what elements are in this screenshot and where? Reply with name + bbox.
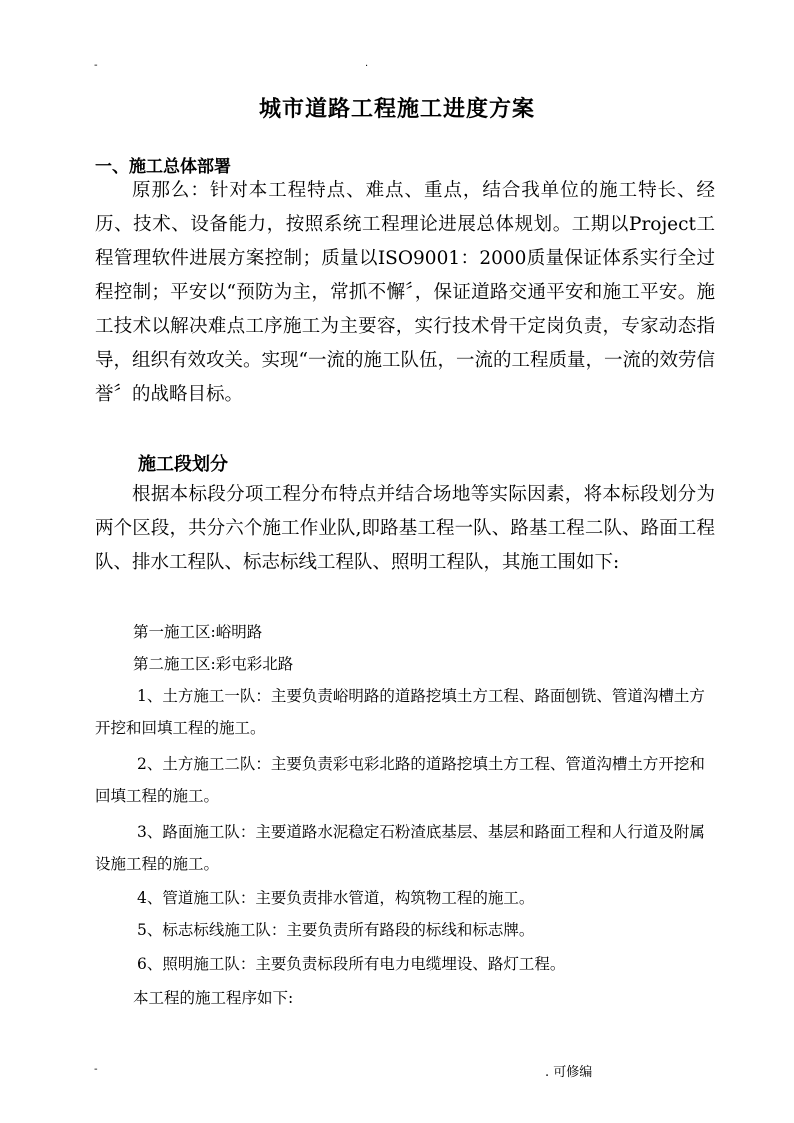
section-heading-segment-division: 施工段划分 [138,454,228,475]
team-item-2: 2、土方施工二队：主要负责彩屯彩北路的道路挖填土方工程、管道沟槽土方开挖和回填工程的施工。 [95,755,705,805]
section-heading-overall-deployment: 一、施工总体部署 [95,157,231,177]
paragraph-segment-division: 根据本标段分项工程分布特点并结合场地等实际因素，将本标段划分为两个区段，共分六个施工作业队,即路基工程一队、路基工程二队、路面工程队、排水工程队、标志标线工程队、照明工程队，其施工围如下: [95,484,715,573]
team-item-6: 6、照明施工队：主要负责标段所有电力电缆埋设、路灯工程。 [137,955,566,973]
footer-mark-left: - [94,1064,98,1075]
closing-line: 本工程的施工程序如下: [133,989,294,1007]
header-mark-center: . [365,58,369,69]
document-title: 城市道路工程施工进度方案 [258,96,535,122]
team-item-1: 1、土方施工一队：主要负责峪明路的道路挖填土方工程、路面刨铣、管道沟槽土方开挖和回填工程的施工。 [95,687,705,737]
team-item-4: 4、管道施工队：主要负责排水管道，构筑物工程的施工。 [137,889,535,907]
team-item-3: 3、路面施工队：主要道路水泥稳定石粉渣底基层、基层和路面工程和人行道及附属设施工程的施工。 [95,823,705,873]
header-mark-left: - [94,60,98,71]
footer-editable-note: . 可修编 [545,1065,593,1080]
zone-item-2: 第二施工区:彩屯彩北路 [133,655,294,673]
paragraph-principles: 原那么：针对本工程特点、难点、重点，结合我单位的施工特长、经历、技术、设备能力，按照系统工程理论进展总体规划。工期以Project工程管理软件进展方案控制；质量以ISO9001：2000质量保证体系实行全过程控制；平安以“预防为主，常抓不懈〞，保证道路交通平安和施工平安。施工技术以解决难点工序施工为主要容，实行技术骨干定岗负责，专家动态指导，组织有效攻关。实现“一流的施工队伍，一流的工程质量，一流的效劳信誉〞的战略目标。 [95,180,715,405]
team-item-5: 5、标志标线施工队：主要负责所有路段的标线和标志牌。 [137,921,535,939]
zone-item-1: 第一施工区:峪明路 [133,623,263,641]
